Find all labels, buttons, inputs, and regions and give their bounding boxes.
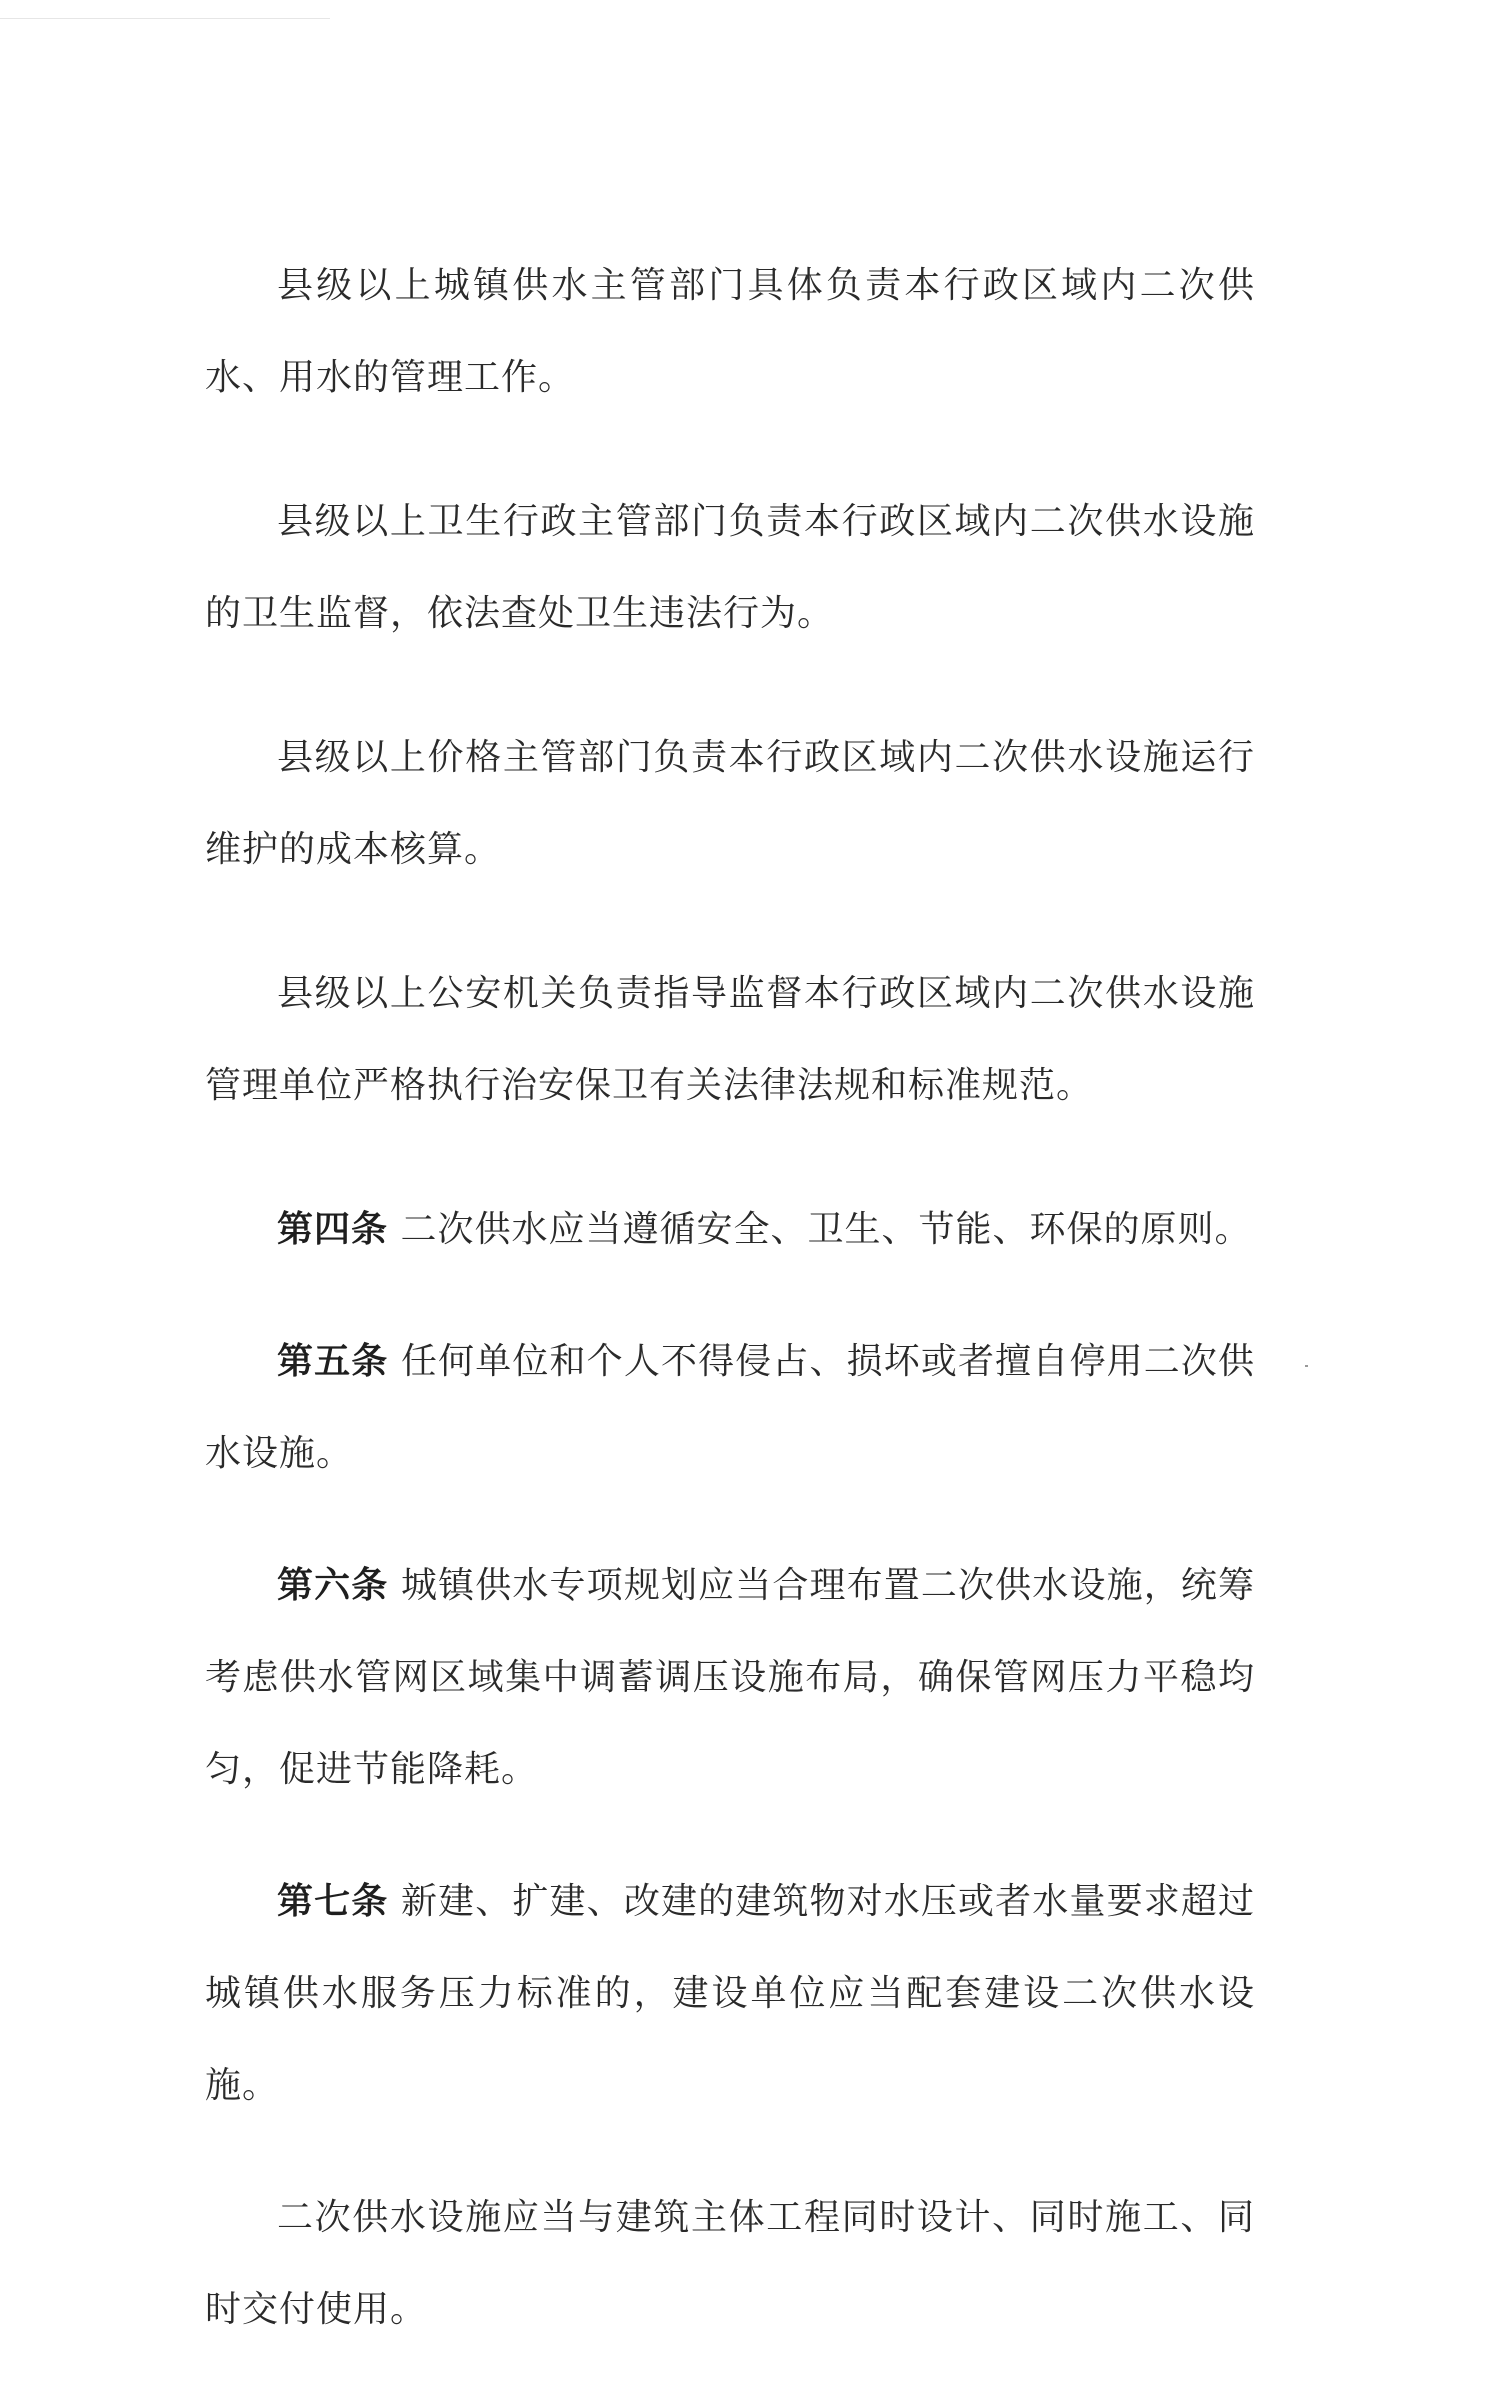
article-text: 任何单位和个人不得侵占、损坏或者擅自停用二次供水设施。 [205, 1341, 1255, 1474]
paragraph-text: 县级以上城镇供水主管部门具体负责本行政区域内二次供水、用水的管理工作。 [205, 265, 1255, 398]
article-6 [205, 1540, 1255, 1816]
paragraph-text: 县级以上公安机关负责指导监督本行政区域内二次供水设施管理单位严格执行治安保卫有关法律法规和标准规范。 [205, 973, 1255, 1106]
document-body [205, 240, 1255, 2408]
paragraph-price-department [205, 712, 1255, 896]
scan-edge-line [0, 18, 330, 19]
article-text: 新建、扩建、改建的建筑物对水压或者水量要求超过城镇供水服务压力标准的，建设单位应当配套建设二次供水设施。 [205, 1881, 1255, 2106]
article-4 [205, 1184, 1255, 1276]
paragraph-health-department [205, 476, 1255, 660]
article-label: 第六条 [277, 1565, 389, 1606]
article-label: 第五条 [277, 1341, 389, 1382]
article-5 [205, 1316, 1255, 1500]
article-label: 第四条 [277, 1209, 389, 1250]
article-label: 第七条 [277, 1881, 389, 1922]
article-text: 二次供水应当遵循安全、卫生、节能、环保的原则。 [388, 1209, 1252, 1250]
article-text: 城镇供水专项规划应当合理布置二次供水设施，统筹考虑供水管网区域集中调蓄调压设施布局，确保管网压力平稳均匀，促进节能降耗。 [205, 1565, 1255, 1790]
paragraph-text: 县级以上价格主管部门负责本行政区域内二次供水设施运行维护的成本核算。 [205, 737, 1255, 870]
paragraph-simultaneous-construction [205, 2172, 1255, 2356]
article-7 [205, 1856, 1255, 2132]
scan-speck [1305, 1365, 1308, 1367]
paragraph-text: 二次供水设施应当与建筑主体工程同时设计、同时施工、同时交付使用。 [205, 2197, 1255, 2330]
paragraph-water-supply-department [205, 240, 1255, 424]
paragraph-text: 县级以上卫生行政主管部门负责本行政区域内二次供水设施的卫生监督，依法查处卫生违法行为。 [205, 501, 1255, 634]
paragraph-public-security [205, 948, 1255, 1132]
